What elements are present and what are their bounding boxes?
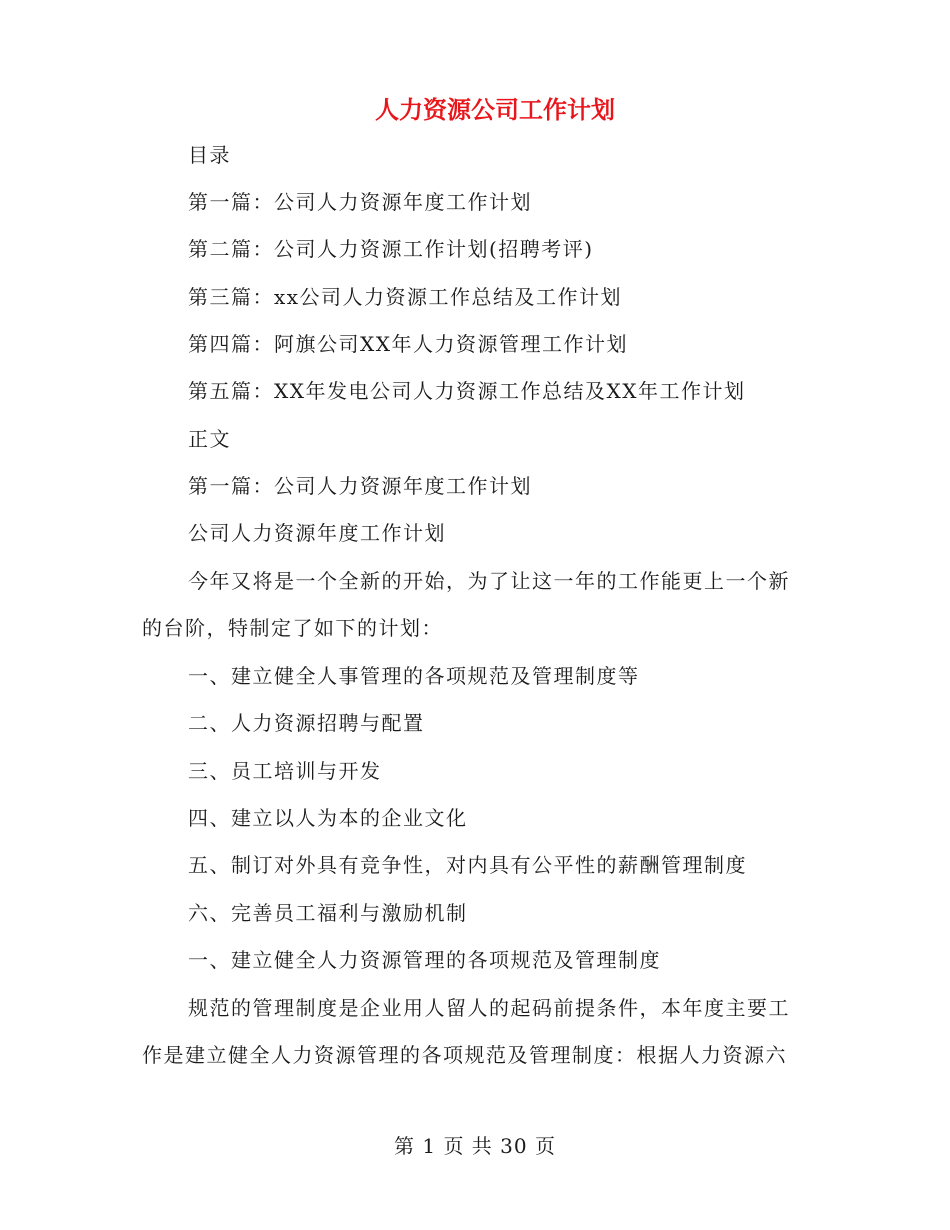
toc-heading: 目录 [188, 143, 231, 167]
plan-item: 二、人力资源招聘与配置 [188, 711, 425, 735]
toc-item: 第三篇：xx公司人力资源工作总结及工作计划 [188, 285, 623, 309]
chapter-title: 第一篇：公司人力资源年度工作计划 [188, 474, 532, 498]
toc-item: 第一篇：公司人力资源年度工作计划 [188, 190, 532, 214]
plan-item: 五、制订对外具有竞争性，对内具有公平性的薪酬管理制度 [188, 853, 747, 877]
body-paragraph-line: 规范的管理制度是企业用人留人的起码前提条件，本年度主要工 [188, 996, 790, 1020]
body-paragraph-line: 作是建立健全人力资源管理的各项规范及管理制度：根据人力资源六 [142, 1043, 787, 1067]
intro-paragraph-line: 的台阶，特制定了如下的计划： [142, 616, 443, 640]
plan-item: 三、员工培训与开发 [188, 759, 382, 783]
page-number-footer: 第 1 页 共 30 页 [394, 1134, 556, 1158]
intro-paragraph-line: 今年又将是一个全新的开始，为了让这一年的工作能更上一个新 [188, 569, 790, 593]
body-heading: 正文 [188, 427, 231, 451]
toc-item: 第五篇：XX年发电公司人力资源工作总结及XX年工作计划 [188, 379, 746, 403]
subsection-title: 一、建立健全人力资源管理的各项规范及管理制度 [188, 948, 661, 972]
plan-item: 一、建立健全人事管理的各项规范及管理制度等 [188, 664, 640, 688]
document-title: 人力资源公司工作计划 [375, 95, 615, 124]
toc-item: 第二篇：公司人力资源工作计划(招聘考评) [188, 237, 594, 261]
section-title: 公司人力资源年度工作计划 [188, 521, 446, 545]
plan-item: 六、完善员工福利与激励机制 [188, 901, 468, 925]
toc-item: 第四篇：阿旗公司XX年人力资源管理工作计划 [188, 332, 628, 356]
plan-item: 四、建立以人为本的企业文化 [188, 806, 468, 830]
